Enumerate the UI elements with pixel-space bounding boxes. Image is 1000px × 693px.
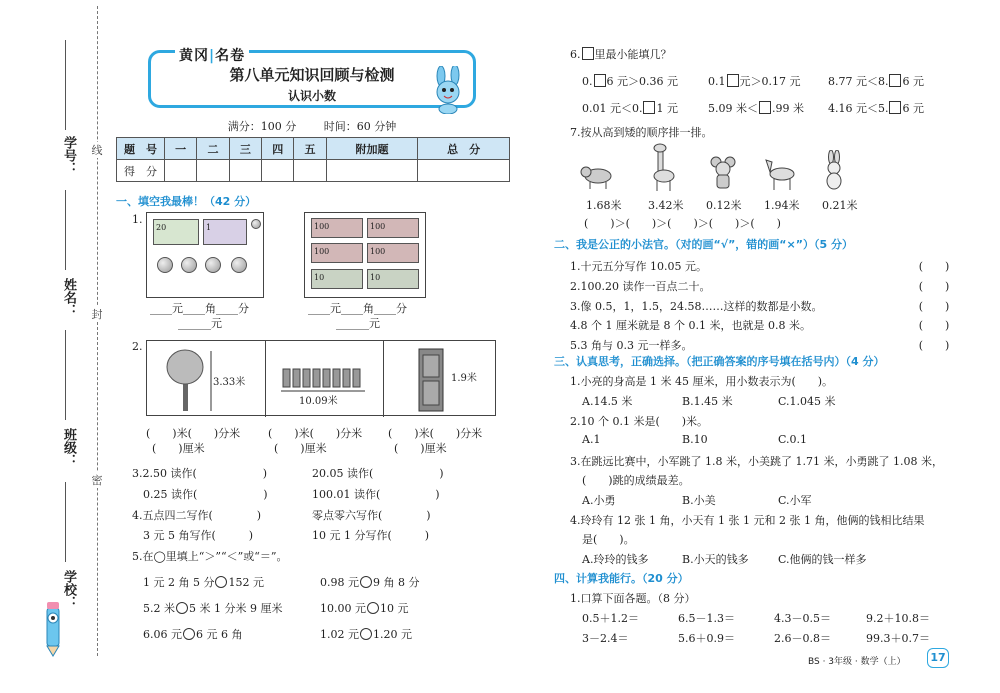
score-row-label: 得 分 xyxy=(117,160,165,182)
judge-answer[interactable]: ( ) xyxy=(918,280,950,293)
score-cell[interactable] xyxy=(229,160,261,182)
animal-height: 0.12米 xyxy=(706,199,742,212)
compare-circle[interactable] xyxy=(183,628,195,640)
animal-height: 1.68米 xyxy=(586,199,622,212)
animal-row xyxy=(560,142,870,197)
q5-item: 1.02 元 1.20 元 xyxy=(320,628,412,641)
q5-item: 0.98 元 9 角 8 分 xyxy=(320,576,420,589)
score-header-cell: 题 号 xyxy=(117,138,165,160)
choice-option[interactable]: C.他俩的钱一样多 xyxy=(778,553,867,566)
score-header-cell: 总 分 xyxy=(418,138,510,160)
door-height: 1.9米 xyxy=(451,373,477,384)
choice-question: 4.玲玲有 12 张 1 角，小天有 1 张 1 元和 2 张 1 角，他俩的钱相比结果 xyxy=(570,514,925,527)
banknote: 100 xyxy=(311,218,363,238)
banknote: 100 xyxy=(367,243,419,263)
judge-answer[interactable]: ( ) xyxy=(918,339,950,352)
q1-answer-b: ____元____角____分 xyxy=(308,302,407,315)
exam-meta xyxy=(112,118,512,134)
student-no-label: 学号： xyxy=(61,136,76,175)
judge-item: 4.8 个 1 厘米就是 8 个 0.1 米，也就是 0.8 米。 xyxy=(570,319,811,332)
pencil-mascot-icon xyxy=(40,598,66,658)
q3-item: 3.2.50 读作( ) xyxy=(132,467,268,480)
q6-item: 0.01 元＜0. 1 元 xyxy=(582,102,678,115)
q2-blank: ( )米( )分米 xyxy=(268,427,363,440)
rabbit-icon xyxy=(822,150,846,190)
score-header-cell: 四 xyxy=(262,138,294,160)
q2-blank: ( )厘米 xyxy=(394,442,447,455)
banknote: 100 xyxy=(367,218,419,238)
score-cell[interactable] xyxy=(418,160,510,182)
q2-blank: ( )厘米 xyxy=(152,442,205,455)
brand-logo: 黄冈|名卷 xyxy=(175,45,249,65)
calc-item[interactable]: 4.3－0.5＝ xyxy=(774,612,831,625)
compare-circle[interactable] xyxy=(360,628,372,640)
answer-box[interactable] xyxy=(594,74,606,87)
choice-question: 3.在跳远比赛中，小军跳了 1.8 米，小美跳了 1.71 米，小勇跳了 1.08 米， xyxy=(570,455,943,468)
compare-circle[interactable] xyxy=(176,602,188,614)
fence-length: 10.09米 xyxy=(299,396,338,407)
banknote: 10 xyxy=(311,269,363,289)
judge-item: 3.像 0.5，1，1.5，24.58……这样的数都是小数。 xyxy=(570,300,823,313)
compare-circle[interactable] xyxy=(360,576,372,588)
right-page xyxy=(554,0,980,693)
q4-item: 10 元 1 分写作( ) xyxy=(312,529,430,542)
tiger-icon xyxy=(580,160,614,190)
banknote: 20 xyxy=(153,219,199,245)
choice-option[interactable]: A.小勇 xyxy=(582,494,616,507)
coin xyxy=(157,257,173,273)
section-1-title: 一、填空我最棒！（42 分） xyxy=(116,195,257,208)
left-page xyxy=(112,0,512,693)
judge-answer[interactable]: ( ) xyxy=(918,319,950,332)
compare-circle[interactable] xyxy=(367,602,379,614)
unit-subtitle: 认识小数 xyxy=(287,89,336,103)
cut-line xyxy=(97,6,98,656)
score-cell[interactable] xyxy=(165,160,197,182)
calc-item[interactable]: 0.5＋1.2＝ xyxy=(582,612,639,625)
q5-item: 1 元 2 角 5 分 152 元 xyxy=(143,576,264,589)
judge-item: 5.3 角与 0.3 元一样多。 xyxy=(570,339,693,352)
q1-answer-b2: ______元 xyxy=(336,317,380,330)
choice-option[interactable]: A.1 xyxy=(582,433,601,446)
answer-box[interactable] xyxy=(643,101,655,114)
score-header-cell: 二 xyxy=(197,138,229,160)
class-field[interactable] xyxy=(56,330,76,480)
score-header-cell: 五 xyxy=(294,138,326,160)
horse-icon xyxy=(762,154,800,192)
q6-item: 0.1 元＞0.17 元 xyxy=(708,75,801,88)
judge-answer[interactable]: ( ) xyxy=(918,260,950,273)
choice-option[interactable]: B.小天的钱多 xyxy=(682,553,749,566)
choice-option[interactable]: A.14.5 米 xyxy=(582,395,633,408)
score-cell[interactable] xyxy=(262,160,294,182)
q3-item: 0.25 读作( ) xyxy=(143,488,268,501)
q5-instruction: 5.在◯里填上“＞”“＜”或“＝”。 xyxy=(132,550,288,563)
choice-question-cont: 是( )。 xyxy=(582,533,635,546)
animal-height: 0.21米 xyxy=(822,199,858,212)
q6-item: 5.09 米＜ .99 米 xyxy=(708,102,804,115)
section-4-title: 四、计算我能行。（20 分） xyxy=(554,572,689,585)
calc-item[interactable]: 5.6＋0.9＝ xyxy=(678,632,735,645)
class-label: 班级： xyxy=(61,428,76,467)
compare-circle[interactable] xyxy=(215,576,227,588)
q7-answer: ( )＞( )＞( )＞( )＞( ) xyxy=(584,217,781,230)
exam-time: 时间：60 分钟 xyxy=(323,120,397,133)
calc-item[interactable]: 9.2＋10.8＝ xyxy=(866,612,930,625)
score-cell[interactable] xyxy=(294,160,326,182)
q3-item: 20.05 读作( ) xyxy=(312,467,444,480)
tree-height: 3.33米 xyxy=(213,377,246,388)
choice-option[interactable]: B.10 xyxy=(682,433,708,446)
animal-height: 1.94米 xyxy=(764,199,800,212)
choice-question: 2.10 个 0.1 米是( )米。 xyxy=(570,415,709,428)
q4-item: 4.五点四二写作( ) xyxy=(132,509,262,522)
answer-box[interactable] xyxy=(759,101,771,114)
page-footer: BS · 3年级 · 数学（上） xyxy=(808,657,906,667)
bunny-mascot-icon xyxy=(427,66,471,114)
judge-answer[interactable]: ( ) xyxy=(918,300,950,313)
secret-word: 密 xyxy=(91,474,103,487)
measure-picture-box xyxy=(146,340,496,416)
q5-item: 10.00 元 10 元 xyxy=(320,602,409,615)
q5-item: 6.06 元 6 元 6 角 xyxy=(143,628,243,641)
full-score: 满分：100 分 xyxy=(227,120,297,133)
banknote: 1 xyxy=(203,219,247,245)
answer-box[interactable] xyxy=(727,74,739,87)
q1-answer-a: ____元____角____分 xyxy=(150,302,249,315)
q6-item: 4.16 元＜5. 6 元 xyxy=(828,102,924,115)
calc-item[interactable]: 3－2.4＝ xyxy=(582,632,629,645)
judge-item: 2.100.20 读作一百点二十。 xyxy=(570,280,711,293)
coin-money-box xyxy=(146,212,264,298)
answer-box[interactable] xyxy=(889,74,901,87)
coin xyxy=(205,257,221,273)
calc-item[interactable]: 6.5－1.3＝ xyxy=(678,612,735,625)
score-header-cell: 一 xyxy=(165,138,197,160)
q6-instruction: 6. 里最小能填几？ xyxy=(570,48,672,61)
choice-question: 1.小亮的身高是 1 米 45 厘米，用小数表示为( )。 xyxy=(570,375,834,388)
q2-blank: ( )米( )分米 xyxy=(146,427,241,440)
q3-item: 100.01 读作( ) xyxy=(312,488,440,501)
score-header-cell: 附加题 xyxy=(326,138,418,160)
q2-number: 2. xyxy=(132,340,143,353)
choice-option[interactable]: B.1.45 米 xyxy=(682,395,733,408)
score-cell[interactable] xyxy=(326,160,418,182)
banknote: 100 xyxy=(311,243,363,263)
judge-item: 1.十元五分写作 10.05 元。 xyxy=(570,260,707,273)
school-field[interactable] xyxy=(56,482,76,612)
calc-instruction: 1.口算下面各题。（8 分） xyxy=(570,592,696,605)
score-cell[interactable] xyxy=(197,160,229,182)
page-number: 17 xyxy=(927,648,949,668)
calc-item[interactable]: 2.6－0.8＝ xyxy=(774,632,831,645)
answer-box[interactable] xyxy=(889,101,901,114)
choice-option[interactable]: C.0.1 xyxy=(778,433,808,446)
unit-title: 第八单元知识回顾与检测 xyxy=(229,66,395,84)
q6-item: 0. 6 元＞0.36 元 xyxy=(582,75,678,88)
q1-answer-a2: ______元 xyxy=(178,317,222,330)
coin xyxy=(181,257,197,273)
banknote: 10 xyxy=(367,269,419,289)
q4-item: 3 元 5 角写作( ) xyxy=(143,529,254,542)
name-label: 姓名： xyxy=(61,278,76,317)
binding-margin xyxy=(0,0,108,693)
score-header-cell: 三 xyxy=(229,138,261,160)
door-icon xyxy=(417,347,447,413)
q4-item: 零点零六写作( ) xyxy=(312,509,431,522)
student-no-field[interactable] xyxy=(56,40,76,180)
answer-box[interactable] xyxy=(582,47,594,60)
score-table-header xyxy=(117,138,510,160)
score-table-row xyxy=(117,160,510,182)
line-word: 线 xyxy=(91,144,103,157)
banknote-money-box xyxy=(304,212,426,298)
q2-blank: ( )厘米 xyxy=(274,442,327,455)
q6-item: 8.77 元＜8. 6 元 xyxy=(828,75,924,88)
school-label: 学校： xyxy=(61,570,76,609)
name-field[interactable] xyxy=(56,190,76,320)
animal-height: 3.42米 xyxy=(648,199,684,212)
section-3-title: 三、认真思考，正确选择。（把正确答案的序号填在括号内）（4 分） xyxy=(554,355,885,368)
q1-number: 1. xyxy=(132,213,143,226)
choice-option[interactable]: C.小军 xyxy=(778,494,812,507)
section-2-title: 二、我是公正的小法官。（对的画“√”，错的画“×”）（5 分） xyxy=(554,238,853,251)
choice-option[interactable]: A.玲玲的钱多 xyxy=(582,553,649,566)
giraffe-icon xyxy=(648,142,676,192)
choice-option[interactable]: B.小美 xyxy=(682,494,716,507)
choice-option[interactable]: C.1.045 米 xyxy=(778,395,836,408)
mouse-icon xyxy=(710,156,736,190)
score-table xyxy=(116,137,510,182)
q2-blank: ( )米( )分米 xyxy=(388,427,483,440)
choice-question-cont: ( )跳的成绩最差。 xyxy=(582,474,690,487)
q5-item: 5.2 米 5 米 1 分米 9 厘米 xyxy=(143,602,283,615)
q7-instruction: 7.按从高到矮的顺序排一排。 xyxy=(570,126,713,139)
calc-item[interactable]: 99.3＋0.7＝ xyxy=(866,632,930,645)
coin xyxy=(231,257,247,273)
coin xyxy=(251,219,261,229)
seal-word: 封 xyxy=(91,308,103,321)
